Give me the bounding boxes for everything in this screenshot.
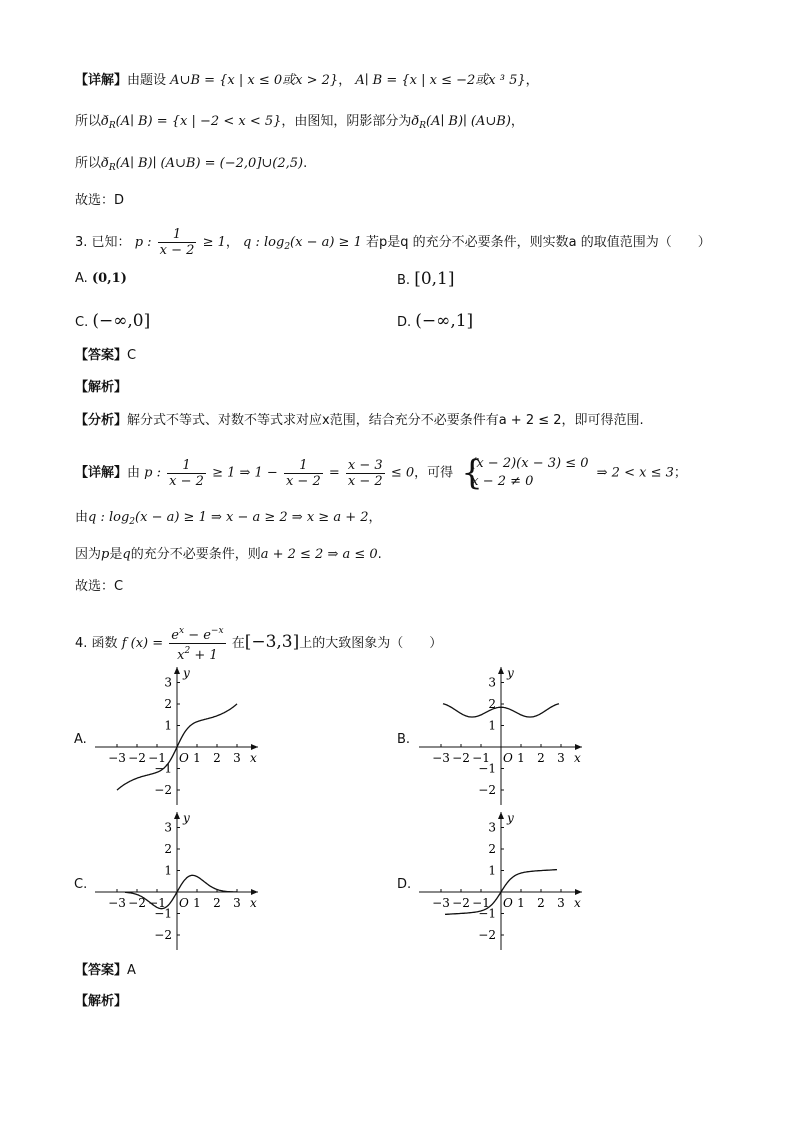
y-tick-label: −2	[154, 783, 172, 797]
option-b: B. [0,1]	[397, 269, 455, 289]
question-3	[75, 227, 711, 258]
x-tick-label: 2	[537, 896, 545, 910]
origin-label: O	[503, 896, 513, 910]
math-expr: A∪B = {x | x ≤ 0或x > 2}	[170, 73, 339, 88]
fraction: $\frac{e^x - e^{-x}}{x^2 + 1}$	[171, 626, 224, 663]
fraction: $\frac{1}{x - 2}$	[285, 457, 321, 489]
text: 所以	[75, 114, 102, 129]
x-tick-label: −3	[432, 896, 450, 910]
text: .	[303, 156, 308, 171]
math-expr: (A∣ B) = {x | −2 < x < 5}	[115, 114, 282, 129]
math-expr: q : $\log_2(x - a) \ge 1$	[243, 235, 362, 252]
graph-label-b: B.	[397, 732, 411, 747]
final-answer-q3: 故选：C	[75, 579, 124, 594]
y-tick-label: 3	[164, 675, 172, 690]
origin-label: O	[503, 751, 513, 765]
text: ，	[525, 73, 539, 88]
y-tick-label: 2	[164, 842, 172, 856]
text: 的充分不必要条件，则	[130, 547, 261, 562]
y-tick-label: 1	[488, 718, 496, 733]
x-tick-label: 1	[193, 751, 201, 765]
y-tick-label: 2	[488, 697, 496, 711]
math-expr: (A∣ B)∣ (A∪B)	[426, 114, 511, 129]
y-tick-label: −2	[478, 928, 496, 942]
x-tick-label: 1	[517, 751, 525, 765]
x-axis-name: x	[574, 896, 581, 910]
option-c: C. (−∞,0]	[75, 311, 151, 331]
x-tick-label: 2	[537, 751, 545, 765]
jiexi-tag-q4: 【解析】	[75, 994, 128, 1009]
detail-line-q3-3	[75, 546, 382, 564]
math-expr: p :	[134, 235, 152, 250]
x-tick-label: −1	[148, 896, 166, 910]
x-axis-name: x	[250, 896, 257, 910]
y-tick-label: 2	[488, 842, 496, 856]
text: ，可得	[414, 465, 454, 481]
y-tick-label: −1	[154, 761, 172, 776]
answer-line-q4	[75, 962, 136, 980]
math-expr: ≥ 1	[202, 235, 226, 250]
text: ，	[225, 235, 239, 250]
text: ，	[368, 510, 382, 525]
answer-line-q3	[75, 347, 136, 365]
math-expr: q	[122, 547, 131, 562]
math-expr: ≥ 1 ⇒ 1 −	[212, 465, 278, 481]
text: 是	[109, 547, 123, 562]
y-axis-name: y	[183, 811, 190, 825]
graph-label-c: C.	[74, 877, 88, 892]
x-axis-arrow	[575, 889, 582, 895]
text: ，	[510, 114, 524, 129]
analysis-text: 解分式不等式、对数不等式求对应x范围，结合充分不必要条件有a + 2 ≤ 2，即可得范围.	[127, 413, 644, 428]
text: 因为	[75, 547, 102, 562]
x-axis-arrow	[251, 889, 258, 895]
x-tick-label: 1	[517, 896, 525, 910]
text: 由题设	[127, 73, 167, 88]
x-tick-label: −2	[452, 896, 470, 910]
text: .	[377, 547, 382, 562]
y-tick-label: −1	[154, 906, 172, 921]
graph-label-a: A.	[74, 732, 87, 747]
x-tick-label: 3	[557, 896, 565, 910]
math-expr: p :	[144, 465, 162, 481]
text: 在	[231, 636, 245, 651]
y-tick-label: 3	[488, 675, 496, 690]
y-axis-arrow	[174, 812, 180, 819]
x-tick-label: −2	[452, 751, 470, 765]
x-tick-label: 2	[213, 751, 221, 765]
option-a: A. (0,1)	[75, 271, 127, 286]
y-axis-arrow	[174, 667, 180, 674]
graph-label-d: D.	[397, 877, 412, 892]
detail-tag: 【详解】	[75, 73, 128, 88]
fraction: $\frac{1}{x - 2}$	[169, 457, 204, 489]
x-tick-label: 1	[193, 896, 201, 910]
x-tick-label: −2	[128, 751, 146, 765]
text: ，	[338, 73, 352, 88]
answer-line-1: 故选：D	[75, 193, 125, 208]
question-number: 4. 函数	[75, 636, 118, 651]
fraction: $\frac{1}{x - 2}$	[159, 227, 195, 258]
answer-tag: 【答案】	[75, 963, 128, 978]
y-axis-name: y	[183, 666, 190, 680]
analysis-line-q3	[75, 412, 644, 430]
detail-line-3	[75, 155, 307, 177]
complement-symbol: $ð_R$	[101, 156, 116, 173]
y-tick-label: 1	[164, 718, 172, 733]
y-tick-label: 2	[164, 697, 172, 711]
graph-d	[414, 808, 589, 950]
math-expr: p	[101, 547, 110, 562]
y-tick-label: −2	[478, 783, 496, 797]
jiexi-tag-q3: 【解析】	[75, 380, 128, 395]
inequality-system: { (x − 2)(x − 3) ≤ 0 x − 2 ≠ 0	[461, 453, 589, 493]
x-tick-label: −3	[108, 896, 126, 910]
x-axis-name: x	[574, 751, 581, 765]
text: 由	[127, 465, 141, 481]
answer-tag: 【答案】	[75, 348, 128, 363]
complement-symbol: $ð_R$	[101, 114, 116, 131]
x-tick-label: 3	[557, 751, 565, 765]
detail-line-1	[75, 72, 539, 90]
origin-label: O	[179, 896, 189, 910]
y-tick-label: −1	[478, 761, 496, 776]
answer-value: A	[127, 963, 136, 978]
math-expr: (A∣ B)∣ (A∪B) = (−2,0]∪(2,5)	[115, 156, 304, 171]
x-tick-label: −1	[472, 896, 490, 910]
x-axis-arrow	[575, 744, 582, 750]
complement-symbol: $ð_R$	[411, 114, 427, 131]
math-expr: =	[328, 465, 340, 481]
math-expr: ⇒ 2 < x ≤ 3	[596, 465, 674, 481]
x-tick-label: −3	[108, 751, 126, 765]
math-expr: [−3,3]	[244, 632, 300, 652]
origin-label: O	[179, 751, 189, 765]
graph-a	[90, 663, 265, 805]
y-axis-arrow	[498, 667, 504, 674]
x-tick-label: −2	[128, 896, 146, 910]
graph-c	[90, 808, 265, 950]
question-text: 若p是q 的充分不必要条件，则实数a 的取值范围为（ ）	[366, 235, 711, 250]
question-4	[75, 624, 442, 663]
x-tick-label: −3	[432, 751, 450, 765]
math-expr: ≤ 0	[390, 465, 415, 481]
math-expr: a + 2 ≤ 2 ⇒ a ≤ 0	[260, 547, 378, 562]
math-expr: q : $\log_2(x - a) \ge 1$ ⇒ x − a ≥ 2 ⇒ x ≥ a + 2	[88, 510, 369, 527]
y-tick-label: −1	[478, 906, 496, 921]
y-tick-label: 1	[488, 863, 496, 878]
detail-line-q3-1	[75, 455, 687, 491]
question-text: 上的大致图象为（ ）	[299, 636, 443, 651]
answer-value: C	[127, 348, 137, 363]
x-tick-label: −1	[472, 751, 490, 765]
detail-line-2	[75, 113, 524, 135]
y-tick-label: −2	[154, 928, 172, 942]
text: ，由图知，阴影部分为	[281, 114, 412, 129]
x-tick-label: 2	[213, 896, 221, 910]
x-tick-label: −1	[148, 751, 166, 765]
option-d: D. (−∞,1]	[397, 311, 474, 331]
y-axis-arrow	[498, 812, 504, 819]
fraction: $\frac{x - 3}{x - 2}$	[347, 457, 383, 489]
detail-line-q3-2	[75, 509, 382, 531]
question-number: 3. 已知：	[75, 235, 131, 250]
math-expr: f (x) =	[121, 636, 164, 651]
x-axis-name: x	[250, 751, 257, 765]
x-tick-label: 3	[233, 751, 241, 765]
detail-tag: 【详解】	[75, 465, 128, 481]
y-tick-label: 3	[164, 820, 172, 835]
y-axis-name: y	[507, 811, 514, 825]
analysis-tag: 【分析】	[75, 413, 128, 428]
graph-b	[414, 663, 589, 805]
math-expr: A∣ B = {x | x ≤ −2或x ³ 5}	[355, 73, 526, 88]
y-axis-name: y	[507, 666, 514, 680]
x-tick-label: 3	[233, 896, 241, 910]
y-tick-label: 3	[488, 820, 496, 835]
text: 由	[75, 510, 89, 525]
x-axis-arrow	[251, 744, 258, 750]
text: ；	[673, 465, 687, 481]
y-tick-label: 1	[164, 863, 172, 878]
text: 所以	[75, 156, 102, 171]
